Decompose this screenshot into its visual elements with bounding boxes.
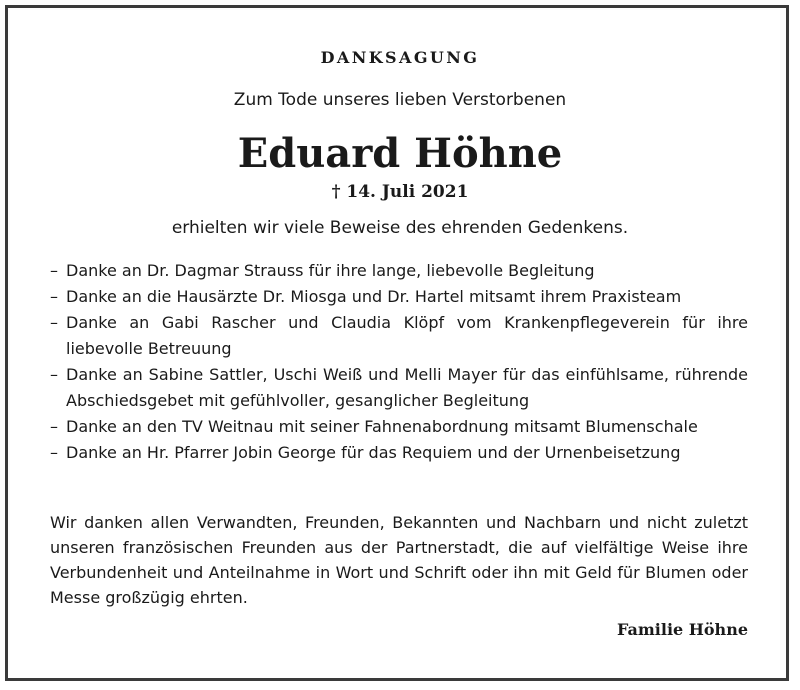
thanks-item — [50, 310, 748, 362]
thanks-text: Danke an Hr. Pfarrer Jobin George für das Requiem und der Urnenbeisetzung — [66, 443, 681, 462]
dash-marker: – — [50, 287, 58, 306]
thanks-list — [50, 258, 748, 466]
thanks-text: Danke an die Hausärzte Dr. Miosga und Dr. Hartel mitsamt ihrem Praxisteam — [66, 287, 682, 306]
thanks-item — [50, 414, 748, 440]
gedenken-line: erhielten wir viele Beweise des ehrenden Gedenkens. — [171, 218, 629, 238]
thanks-item — [50, 440, 748, 466]
thanks-text: Danke an Gabi Rascher und Claudia Klöpf vom Krankenpflegeverein für ihre liebevolle Betreuung — [66, 313, 748, 358]
dash-marker: – — [50, 261, 58, 280]
thanks-item — [50, 258, 748, 284]
death-date: † 14. Juli 2021 — [331, 182, 469, 202]
dash-marker: – — [50, 313, 58, 332]
dash-marker: – — [50, 417, 58, 436]
closing-paragraph: Wir danken allen Verwandten, Freunden, Bekannten und Nachbarn und nicht zuletzt unseren französischen Freunden aus der Partnerstadt, die auf vielfältige Weise ihre Verbundenheit und Anteilnahme in Wort und Schrift oder ihn mit Geld für Blumen oder Messe großzügig ehrten. — [50, 513, 748, 607]
thanks-item — [50, 284, 748, 310]
dash-marker: – — [50, 443, 58, 462]
signature: Familie Höhne — [617, 620, 748, 639]
thanks-text: Danke an den TV Weitnau mit seiner Fahnenabordnung mitsamt Blumenschale — [66, 417, 698, 436]
thanks-text: Danke an Dr. Dagmar Strauss für ihre lange, liebevolle Begleitung — [66, 261, 595, 280]
dash-marker: – — [50, 365, 58, 384]
deceased-name: Eduard Höhne — [237, 130, 563, 177]
thanks-item — [50, 362, 748, 414]
heading-danksagung: DANKSAGUNG — [320, 48, 480, 67]
intro-line: Zum Tode unseres lieben Verstorbenen — [233, 90, 567, 110]
thanks-text: Danke an Sabine Sattler, Uschi Weiß und Melli Mayer für das einfühlsame, rührende Abschiedsgebet mit gefühlvoller, gesanglicher Begleitung — [66, 365, 748, 410]
